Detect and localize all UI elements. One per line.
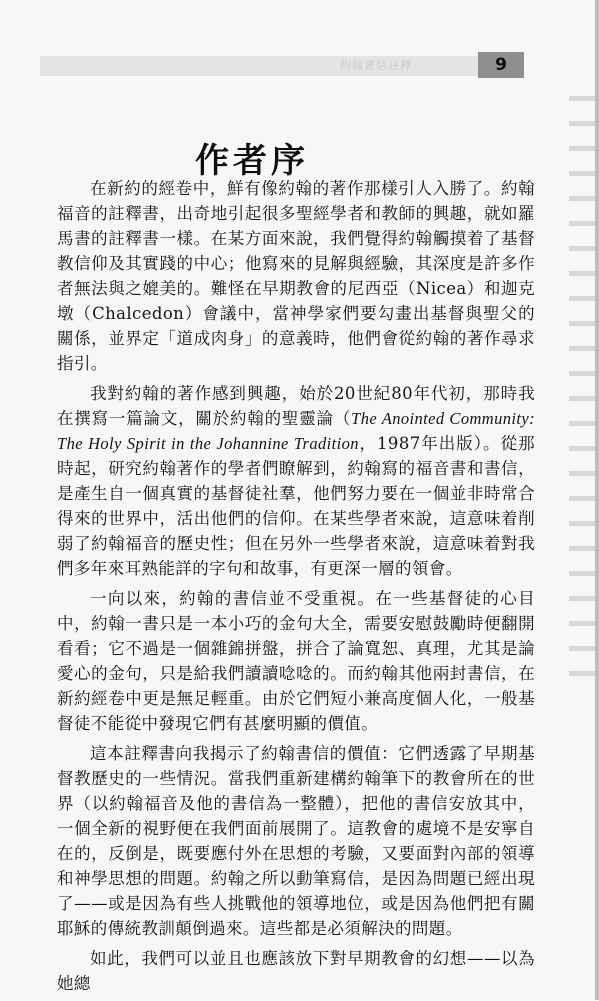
paragraph-3: 一向以來，約翰的書信並不受重視。在一些基督徒的心目中，約翰一書只是一本小巧的金句大全，需要安慰鼓勵時便翻開看看；它不過是一個雜錦拼盤，拼合了論寬恕、真理，尤其是論愛心的金句，只是給我們讀讀唸唸的。而約翰其他兩封書信，在新約經卷中更是無足輕重。由於它們短小兼高度個人化，一般基督徒不能從中發現它們有甚麼明顯的價值。 [57, 589, 535, 733]
paragraph-2-text-b: ，1987年出版）。從那時起，研究約翰著作的學者們瞭解到，約翰寫的福音書和書信，是產生自一個真實的基督徒社羣，他們努力要在一個並非時常合得來的世界中，活出他們的信仰。在某些學者來說，這意味着削弱了約翰福音的歷史性；但在另外一些學者來說，這意味着對我們多年來耳熟能詳的字句和故事，有更深一層的領會。 [57, 434, 535, 578]
page-title: 作者序 [195, 140, 309, 181]
paragraph-2-text-a: 我對約翰的著作感到興趣，始於20世紀80年代初，那時我在撰寫一篇論文，關於約翰的聖靈論（ [57, 384, 535, 428]
paragraph-2 [57, 381, 535, 581]
page-edge-shadow [595, 0, 599, 1000]
header-bar [40, 56, 520, 76]
page-number: 9 [478, 52, 524, 78]
preface-body [57, 176, 535, 1001]
book-title: The Anointed Community: The Holy Spirit in the Johannine Tradition [57, 409, 535, 453]
running-head: 約翰書信註釋 [340, 59, 412, 72]
paragraph-5: 如此，我們可以並且也應該放下對早期教會的幻想——以為她總 [57, 949, 535, 993]
paragraph-4: 這本註釋書向我揭示了約翰書信的價值：它們透露了早期基督教歷史的一些情況。當我們重新建構約翰筆下的教會所在的世界（以約翰福音及他的書信為一整體），把他的書信安放其中，一個全新的視野便在我們面前展開了。這教會的處境不是安寧自在的，反倒是，既要應付外在思想的考驗，又要面對內部的領導和神學思想的問題。約翰之所以動筆寫信，是因為問題已經出現了——或是因為有些人挑戰他的領導地位，或是因為他們把有關耶穌的傳統教訓顛倒過來。這些都是必須解決的問題。 [57, 744, 535, 938]
paragraph-1: 在新約的經卷中，鮮有像約翰的著作那樣引人入勝了。約翰福音的註釋書，出奇地引起很多聖經學者和教師的興趣，就如羅馬書的註釋書一樣。在某方面來說，我們覺得約翰觸摸着了基督教信仰及其實踐的中心；他寫來的見解與經驗，其深度是許多作者無法與之媲美的。難怪在早期教會的尼西亞（Nicea）和迦克墩（Chalcedon）會議中，當神學家們要勾畫出基督與聖父的關係，並界定「道成肉身」的意義時，他們會從約翰的著作尋求指引。 [57, 179, 535, 373]
